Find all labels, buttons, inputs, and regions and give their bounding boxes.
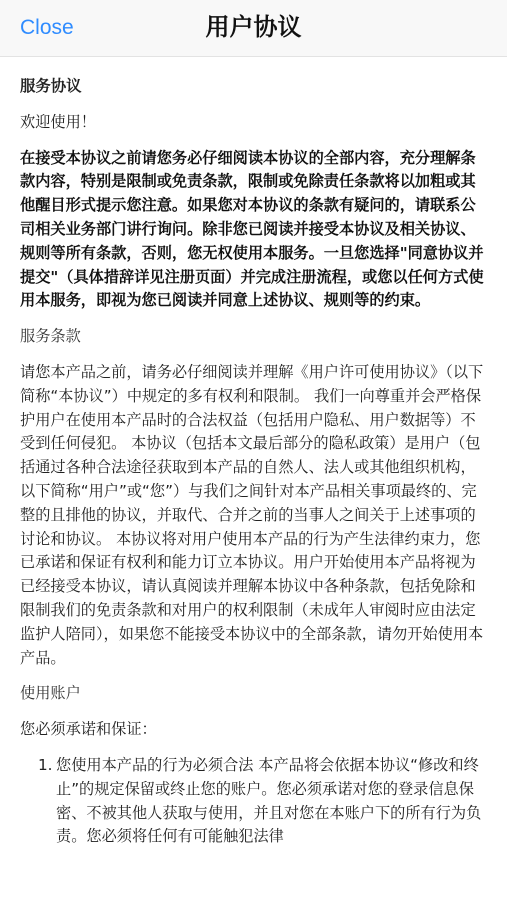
close-button[interactable]: Close [20,16,74,39]
welcome-text: 欢迎使用！ [20,112,96,131]
list-item-number: 1. [38,755,53,774]
agreement-heading: 服务协议 [20,77,82,95]
important-notice: 在接受本协议之前请您务必仔细阅读本协议的全部内容，充分理解条款内容，特别是限制或免责条款，限制或免除责任条款将以加粗或其他醒目形式提示您注意。如果您对本协议的条款有疑问的，请联系公司相关业务部门讲行询问。除非您已阅读并接受本协议及相关协议、规则等所有条款，否则，您无权使用本服务。一旦您选择"同意协议并提交"（具体措辞详见注册页面）并完成注册流程，或您以任何方式使用本服务，即视为您已阅读并同意上述协议、规则等的约束。 [20,148,484,310]
section-intro-account: 您必须承诺和保证： [20,720,157,739]
agreement-scroll-view[interactable] [0,57,507,900]
section-title-terms: 服务条款 [20,327,81,346]
page-title: 用户协议 [205,13,302,41]
agreement-content [0,57,507,849]
navigation-bar [0,0,507,57]
section-title-account: 使用账户 [20,684,81,703]
list-item-text: 您使用本产品的行为必须合法 本产品将会依据本协议“修改和终止”的规定保留或终止您的账户。您必须承诺对您的登录信息保密、不被其他人获取与使用，并且对您在本账户下的所有行为负责。您必须将任何有可能触犯法律 [56,755,482,846]
account-terms-list [20,754,489,849]
section-body-terms: 请您本产品之前，请务必仔细阅读并理解《用户许可使用协议》（以下简称“本协议”）中规定的多有权利和限制。 我们一向尊重并会严格保护用户在使用本产品时的合法权益（包括用户隐私、用户数据等）不受到任何侵犯。 本协议（包括本文最后部分的隐私政策）是用户（包括通过各种合法途径获取到本产品的自然人、法人或其他组织机构，以下简称“用户”或“您”）与我们之间针对本产品相关事项最终的、完整的且排他的协议，并取代、合并之前的当事人之间关于上述事项的讨论和协议。 本协议将对用户使用本产品的行为产生法律约束力，您已承诺和保证有权利和能力订立本协议。用户开始使用本产品将视为已经接受本协议，请认真阅读并理解本协议中各种条款，包括免除和限制我们的免责条款和对用户的权利限制（未成年人审阅时应由法定监护人陪同），如果您不能接受本协议中的全部条款，请勿开始使用本产品。 [20,362,484,667]
list-item [20,754,489,849]
